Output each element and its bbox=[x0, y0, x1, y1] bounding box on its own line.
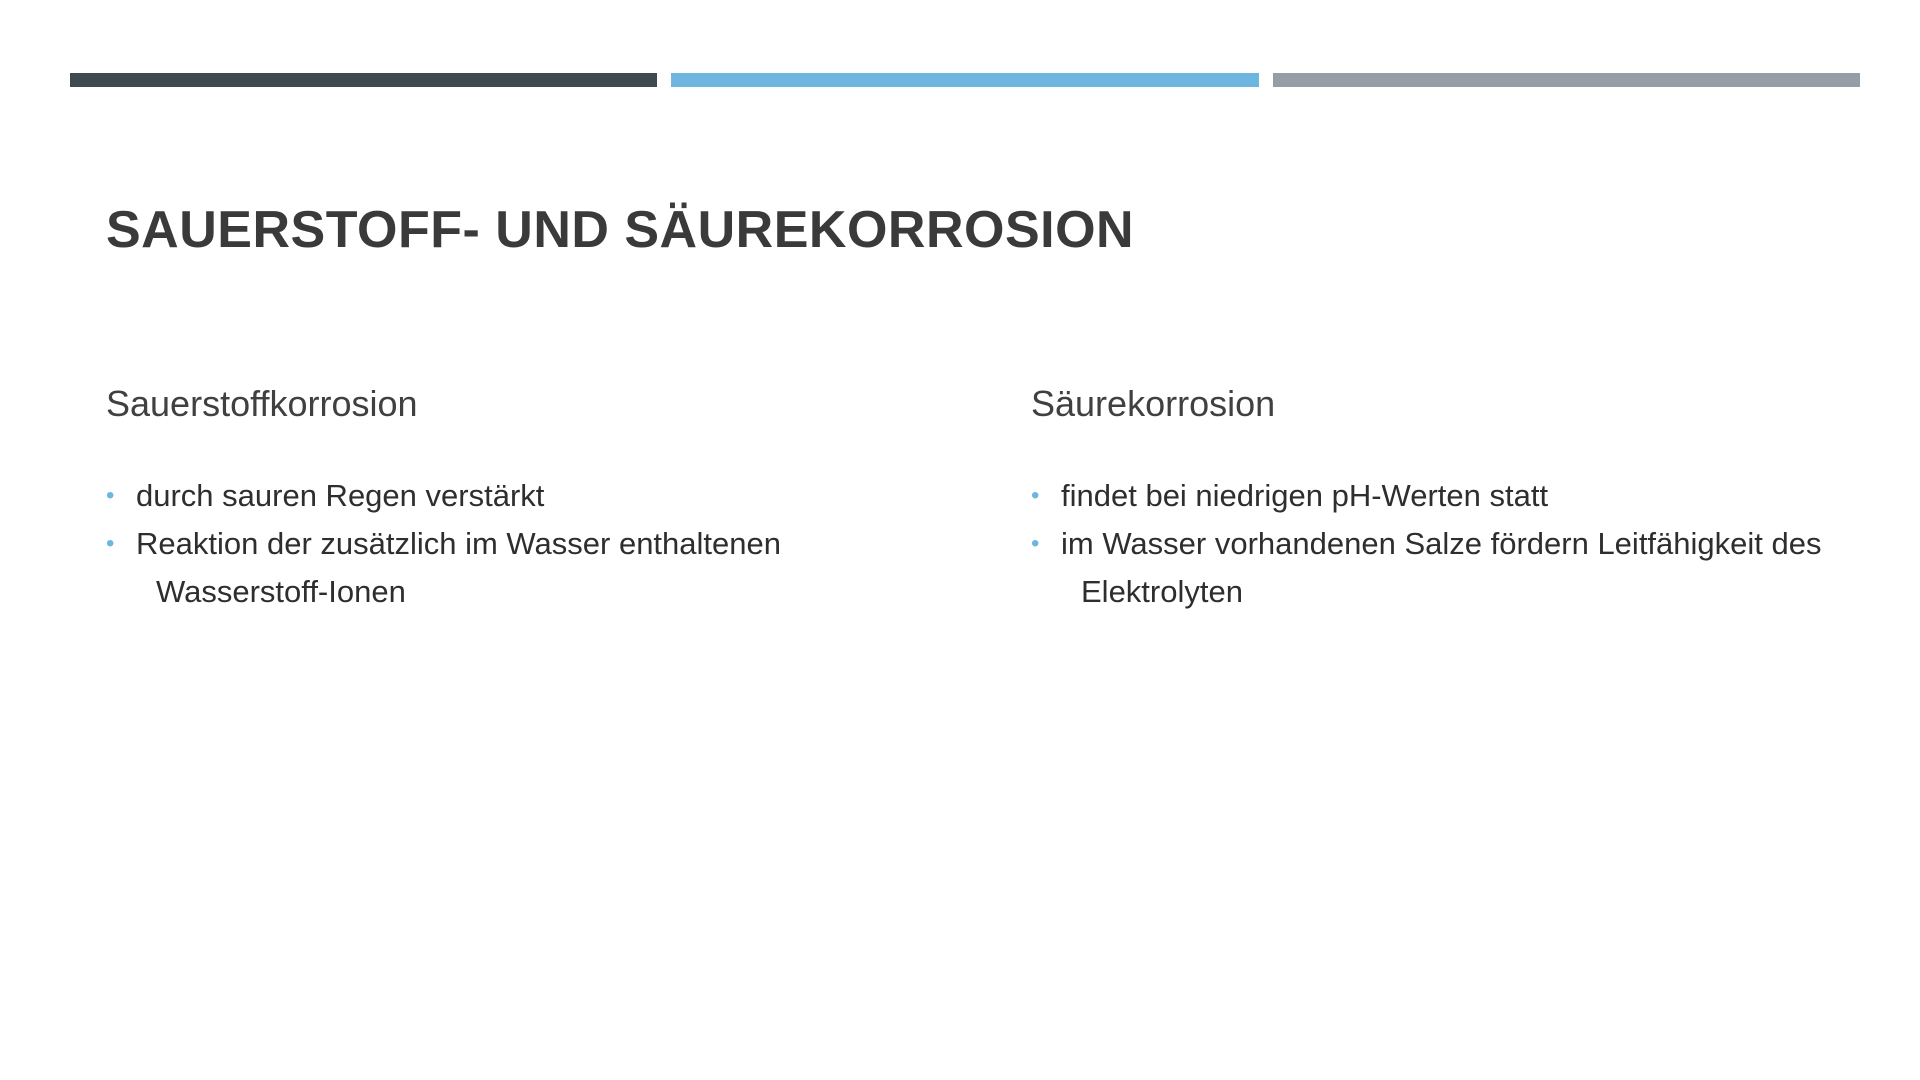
top-accent-bars bbox=[70, 73, 1860, 87]
column-heading-oxygen-corrosion: Sauerstoffkorrosion bbox=[106, 383, 418, 424]
bullet-text: findet bei niedrigen pH-Werten statt bbox=[1061, 478, 1549, 513]
accent-bar-gray bbox=[1273, 73, 1860, 87]
bullet-icon: • bbox=[106, 482, 115, 509]
accent-bar-dark bbox=[70, 73, 657, 87]
column-oxygen-corrosion bbox=[106, 376, 926, 616]
list-item bbox=[106, 520, 926, 616]
bullet-text: im Wasser vorhandenen Salze fördern Leitfähigkeit des Elektrolyten bbox=[1061, 526, 1822, 609]
bullet-text: Reaktion der zusätzlich im Wasser enthaltenen Wasserstoff-Ionen bbox=[136, 526, 781, 609]
bullet-list-oxygen-corrosion bbox=[106, 472, 926, 616]
bullet-text: durch sauren Regen verstärkt bbox=[136, 478, 545, 513]
column-acid-corrosion bbox=[1031, 376, 1851, 616]
slide-title: SAUERSTOFF- UND SÄUREKORROSION bbox=[106, 201, 1135, 259]
bullet-icon: • bbox=[1031, 530, 1040, 557]
column-heading-acid-corrosion: Säurekorrosion bbox=[1031, 383, 1276, 424]
bullet-icon: • bbox=[106, 530, 115, 557]
bullet-list-acid-corrosion bbox=[1031, 472, 1851, 616]
list-item bbox=[1031, 520, 1851, 616]
list-item bbox=[1031, 472, 1851, 520]
bullet-icon: • bbox=[1031, 482, 1040, 509]
accent-bar-blue bbox=[671, 73, 1258, 87]
list-item bbox=[106, 472, 926, 520]
